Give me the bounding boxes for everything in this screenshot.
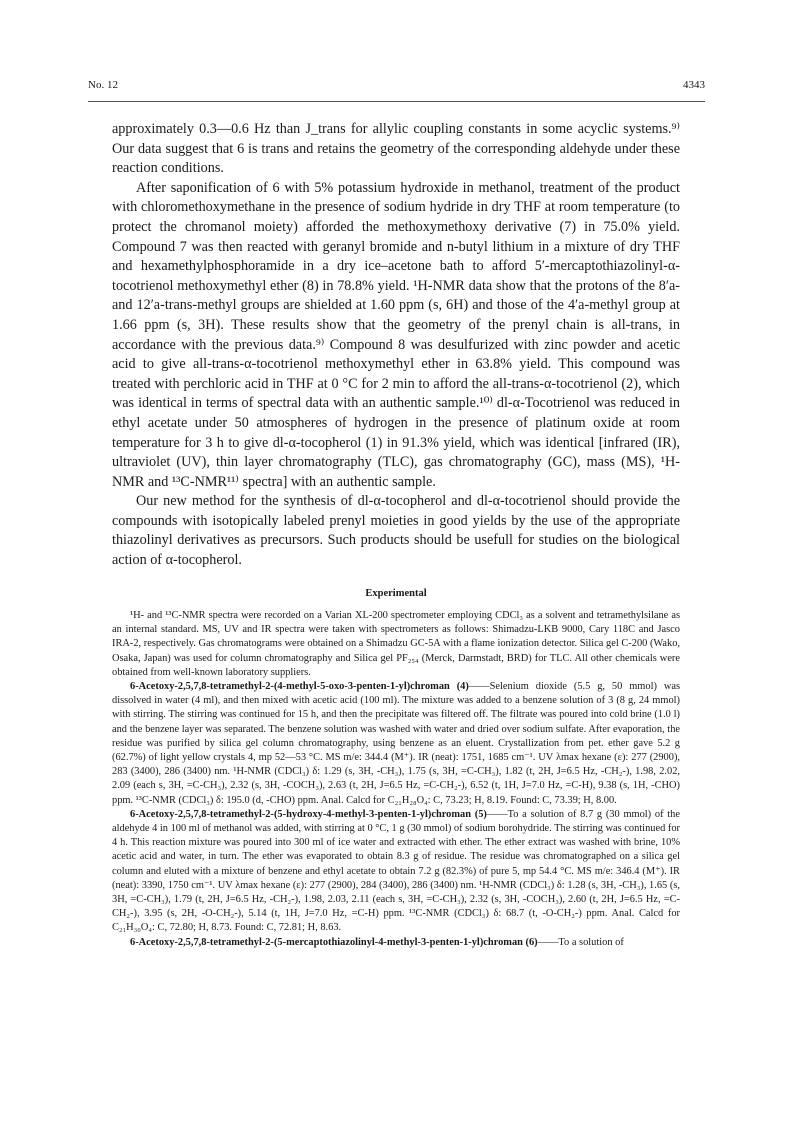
page-number: 4343 [683, 79, 705, 91]
compound-heading: 6-Acetoxy-2,5,7,8-tetramethyl-2-(4-methyl-5-oxo-3-penten-1-yl)chroman (4) [130, 681, 469, 693]
experimental-heading: Experimental [365, 588, 427, 599]
paragraph-text: ——To a solution of [537, 936, 624, 948]
experimental-paragraph [112, 609, 680, 680]
paragraph-text: ——Selenium dioxide (5.5 g, 50 mmol) was dissolved in water (4 ml), and then mixed with acetic acid (100 ml). The mixture was added to a benzene solution of 3 (8 g, 24 mmol) with stirring. The stirring was continued for 15 h, and then the precipitate was filtered off. The filtrate was poured into cold brine (1.0 l) and the benzene layer was separated. The benzene solution was washed with water and dried over sodium sulfate. After evaporation, the residue was purified by silica gel column chromatography, using benzene as an eluent. Crystallization from pet. ether gave 5.2 g (62.7%) of light yellow crystals 4, mp 52—53 °C. MS m/e: 344.4 (M⁺). IR (neat): 1751, 1685 cm⁻¹. UV λmax hexane (ε): 277 (2900), 283 (3400), 286 (3400) nm. ¹H-NMR (CDCl₃) δ: 1.29 (s, 3H, -CH₃), 1.75 (s, 3H, =C-CH₃), 1.82 (t, 2H, J=6.5 Hz, -CH₂-), 1.98, 2.02, 2.09 (each s, 3H, =C-CH₃), 2.32 (s, 3H, -COCH₃), 2.63 (t, 2H, J=6.5 Hz, =C-CH₂-), 6.52 (t, 1H, J=7.0 Hz, =C-H), 9.38 (s, 1H, -CHO) ppm. ¹³C-NMR (CDCl₃) δ: 195.0 (d, -CHO) ppm. Anal. Calcd for C₂₁H₂₈O₄: C, 73.23; H, 8.19. Found: C, 73.39; H, 8.00. [112, 681, 680, 806]
main-text [112, 120, 680, 571]
experimental-section [112, 609, 680, 950]
paragraph-text: ¹H- and ¹³C-NMR spectra were recorded on a Varian XL-200 spectrometer employing CDCl₃ as a solvent and tetramethylsilane as an internal standard. MS, UV and IR spectra were taken with spectrometers as follows: Shimadzu-LKB 9000, Cary 118C and Jasco IRA-2, respectively. Gas chromatograms were obtained on a Shimadzu GC-5A with a flame ionization detector. Silica gel C-200 (Wako, Osaka, Japan) was used for column chromatography and Silica gel PF₂₅₄ (Merck, Darmstadt, BRD) for TLC. All other chemicals were obtained from well-known laboratory suppliers. [112, 610, 680, 678]
paragraph: Our new method for the synthesis of dl-α-tocopherol and dl-α-tocotrienol should provide the compounds with isotopically labeled prenyl moieties in good yields by the use of the appropriate thiazolinyl derivatives as precursors. Such products should be usefull for studies on the biological action of α-tocopherol. [112, 493, 680, 569]
issue-number: No. 12 [88, 79, 118, 91]
experimental-paragraph [112, 680, 680, 808]
paragraph: After saponification of 6 with 5% potassium hydroxide in methanol, treatment of the product with chloromethoxymethane in the presence of sodium hydride in dry THF at room temperature (to protect the chromanol moiety) afforded the methoxymethoxy derivative (7) in 75.0% yield. Compound 7 was then reacted with geranyl bromide and n-butyl lithium in a mixture of dry THF and hexamethylphosphoramide in a dry ice–acetone bath to afford 5′-mercaptothiazolinyl-α-tocotrienol methoxymethyl ether (8) in 78.8% yield. ¹H-NMR data show that the protons of the 8′a- and 12′a-trans-methyl groups are shielded at 1.60 ppm (s, 6H) and those of the 4′a-methyl group at 1.66 ppm (s, 3H). These results show that the geometry of the prenyl chain is all-trans, in accordance with the previous data.⁹⁾ Compound 8 was desulfurized with zinc powder and acetic acid to give all-trans-α-tocotrienol methoxymethyl ether in 63.8% yield. This compound was treated with perchloric acid in THF at 0 °C for 2 min to afford the all-trans-α-tocotrienol (2), which was identical in terms of spectral data with an authentic sample.¹⁰⁾ dl-α-Tocotrienol was reduced in ethyl acetate under 50 atmospheres of hydrogen in the presence of platinum oxide at room temperature for 3 h to give dl-α-tocopherol (1) in 91.3% yield, which was identical [infrared (IR), ultraviolet (UV), thin layer chromatography (TLC), gas chromatography (GC), mass (MS), ¹H-NMR and ¹³C-NMR¹¹⁾ spectra] with an authentic sample. [112, 179, 680, 490]
compound-heading: 6-Acetoxy-2,5,7,8-tetramethyl-2-(5-mercaptothiazolinyl-4-methyl-3-penten-1-yl)chroman (6) [130, 936, 538, 948]
paragraph-text: ——To a solution of 8.7 g (30 mmol) of the aldehyde 4 in 100 ml of methanol was added, with stirring at 0 °C, 1 g (30 mmol) of sodium borohydride. The stirring was continued for 4 h. This reaction mixture was poured into 300 ml of ice water and extracted with ether. The ether extract was washed with brine, 10% acetic acid and water, in turn. The ether was evaporated to obtain 8.3 g of residue. The residue was chromatographed on a silica gel column and eluted with a mixture of benzene and ethyl acetate to obtain 7.2 g (82.3%) of pure 5, mp 54.4 °C. MS m/e: 346.4 (M⁺). IR (neat): 3390, 1750 cm⁻¹. UV λmax hexane (ε): 277 (2900), 284 (3400), 286 (3400) nm. ¹H-NMR (CDCl₃) δ: 1.28 (s, 3H, -CH₃), 1.65 (s, 3H, =C-CH₃), 1.79 (t, 2H, J=6.5 Hz, -CH₂-), 1.98, 2.03, 2.11 (each s, 3H, =C-CH₃), 2.32 (s, 3H, -COCH₃), 2.60 (t, 2H, J=6.5 Hz, =C-CH₂-), 3.95 (s, 2H, -O-CH₂-), 5.14 (t, 1H, J=7.0 Hz, =C-H) ppm. ¹³C-NMR (CDCl₃) δ: 68.7 (t, -O-CH₂-) ppm. Anal. Calcd for C₂₁H₃₀O₄: C, 72.80; H, 8.73. Found: C, 72.81; H, 8.63. [112, 808, 680, 934]
header-rule [88, 101, 705, 102]
experimental-paragraph [112, 936, 680, 950]
compound-heading: 6-Acetoxy-2,5,7,8-tetramethyl-2-(5-hydroxy-4-methyl-3-penten-1-yl)chroman (5) [130, 808, 487, 820]
experimental-paragraph [112, 808, 680, 936]
running-header [88, 79, 705, 91]
paragraph: approximately 0.3—0.6 Hz than J_trans for allylic coupling constants in some acyclic systems.⁹⁾ Our data suggest that 6 is trans and retains the geometry of the corresponding aldehyde under these reaction conditions. [112, 121, 680, 177]
